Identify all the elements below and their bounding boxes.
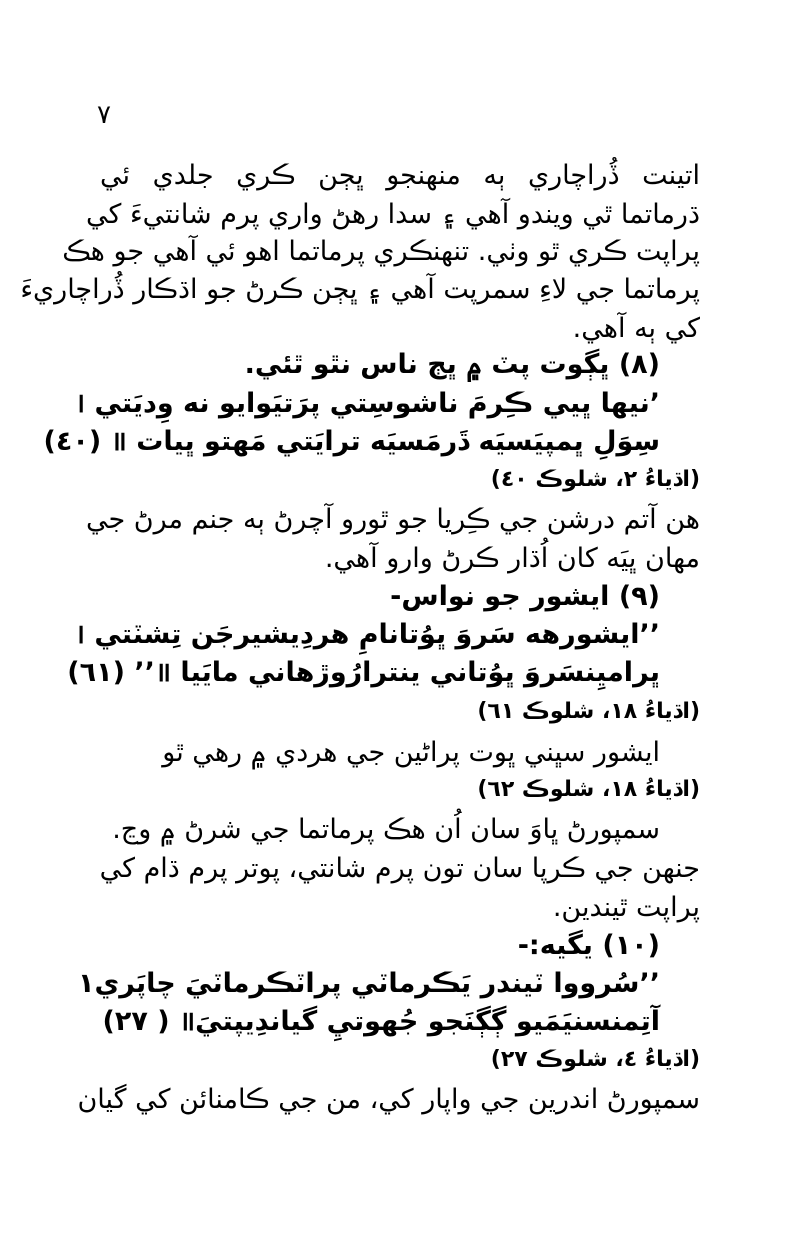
verse-line-2: سِوَلِ ڀمپيَسيَه ڌَرمَسيَه ترايَتي مَهتو ڀيات ॥ (٤٠) <box>43 426 660 457</box>
body-line-3: پراپت ڪري ٿو وٺي. تنهنڪري پرماتما اهو ئي آهي جو هڪ <box>62 236 700 267</box>
section-heading-9: (٩) ايشور جو نواس- <box>390 581 660 612</box>
verse-line-5: ’’سُرووا ٽيندر يَڪرماٽي پراٽڪرماٽيَ چاپَري۱ <box>78 968 660 999</box>
verse-line-1: ’نيها ڀيي ڪِرمَ ناشوسِتي پرَتيَوايو نه وِديَتي । <box>74 388 660 419</box>
body-line-1: اتينت ڏُراچاري ٻه منهنجو ڀڄن ڪري جلدي ئي <box>100 160 700 191</box>
body-line-4: پرماتما جي لاءِ سمرپت آهي ۽ ڀڄن ڪرڻ جو اڌڪار ڏُراچاريءَ <box>20 274 700 305</box>
verse-reference: (اڌياءُ ٤، شلوڪ ٢٧) <box>490 1047 700 1072</box>
verse-line-3: ’’ايشورهه سَروَ ڀوُتانامِ هردِيشيرجَن تِشٽتي । <box>74 619 660 650</box>
body-line-2: ڌرماتما ٿي ويندو آهي ۽ سدا رهڻ واري پرم شانتيءَ کي <box>86 199 700 230</box>
body-line-6: هن آتم درشن جي ڪِريا جو ٿورو آچرڻ ٻه جنم مرڻ جي <box>86 504 700 535</box>
verse-reference: (اڌياءُ ٢، شلوڪ ٤٠) <box>490 467 700 492</box>
verse-line-4: ڀراميِنسَروَ ڀوُتاني ينترارُوڙهاني مايَيا ॥’’ (٦١) <box>67 657 660 688</box>
body-line-10: جنهن جي ڪرپا سان تون پرم شانتي، پوتر پرم ڌام کي <box>99 853 700 884</box>
body-line-7: مهان ڀيَه کان اُڌار ڪرڻ وارو آهي. <box>324 543 700 574</box>
body-line-9: سمپورڻ ڀاوَ سان اُن هڪ پرماتما جي شرڻ ۾ وڃ. <box>112 814 660 845</box>
body-line-8: ايشور سڀني ڀوت پراڻين جي هردي ۾ رهي ٿو <box>162 737 660 768</box>
section-heading-10: (١٠) يگيه:- <box>517 930 660 961</box>
page-number: ٧ <box>97 100 111 130</box>
section-heading-8: (٨) ڀڳوت پٽ ۾ ڀڄ ناس نٿو ٿئي. <box>244 349 660 380</box>
body-line-12: سمپورڻ اندرين جي واپار کي، من جي ڪامنائن کي گيان <box>77 1084 700 1115</box>
verse-reference: (اڌياءُ ١٨، شلوڪ ٦١) <box>477 699 700 724</box>
body-line-11: پراپت ٿيندين. <box>552 892 700 923</box>
verse-reference: (اڌياءُ ١٨، شلوڪ ٦٢) <box>477 777 700 802</box>
body-line-5: کي ٻه آهي. <box>572 313 700 344</box>
verse-line-6: آتِمنسنيَمَيو ڳڳنَجو جُهوتيِ گياندِيپتيَ॥ ( ٢٧) <box>102 1006 660 1037</box>
